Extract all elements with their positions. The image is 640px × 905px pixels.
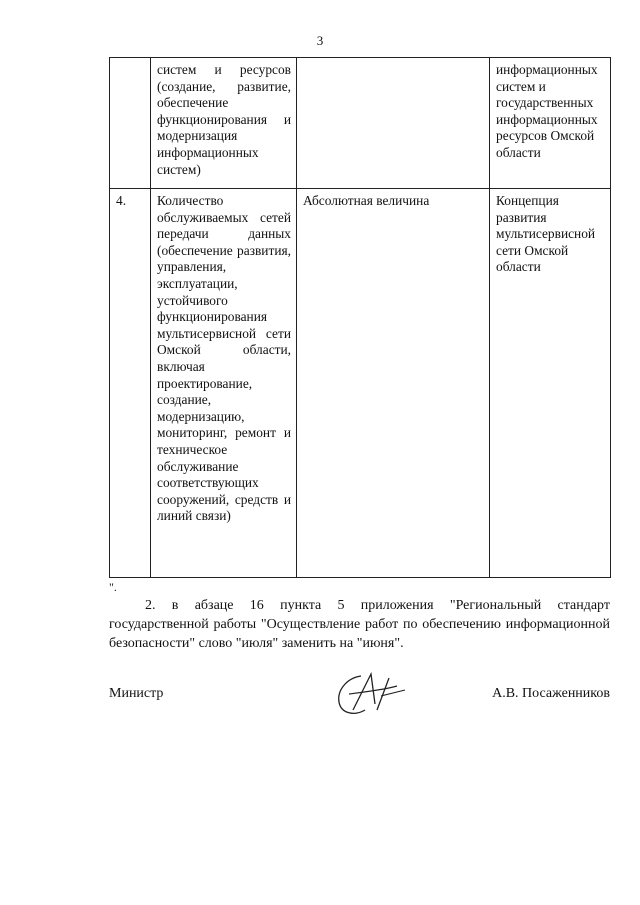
cell-basis: Концепция развития мультисервисной сети Омской области (490, 189, 611, 578)
cell-indicator-name: Количество обслуживаемых сетей передачи данных (обеспечение развития, управления, эксплуатации, устойчивого функционирования мультисервисной сети Омской области, включая проектирование, создание, модернизацию, мониторинг, ремонт и техническое обслуживание соответствующих сооружений, средств и линий связи) (151, 189, 297, 578)
cell-basis: информационных систем и государственных информационных ресурсов Омской области (490, 58, 611, 189)
cell-number: 4. (110, 189, 151, 578)
table-row (110, 58, 611, 189)
closing-quote: ". (109, 580, 117, 594)
page-number: 3 (316, 33, 324, 48)
table-row (110, 189, 611, 578)
cell-unit (297, 58, 490, 189)
signer-title: Министр (109, 686, 164, 701)
cell-number (110, 58, 151, 189)
cell-indicator-name: систем и ресурсов (создание, развитие, обеспечение функционирования и модернизация информационных систем) (151, 58, 297, 189)
cell-unit: Абсолютная величина (297, 189, 490, 578)
signer-name: А.В. Посаженников (492, 686, 610, 701)
handwritten-signature (331, 670, 411, 718)
indicators-table (109, 57, 611, 578)
signature-block (109, 680, 610, 740)
amendment-paragraph: 2. в абзаце 16 пункта 5 приложения "Региональный стандарт государственной работы "Осуществление работ по обеспечению информационной безопасности" слово "июля" заменить на "июня". (109, 598, 610, 651)
